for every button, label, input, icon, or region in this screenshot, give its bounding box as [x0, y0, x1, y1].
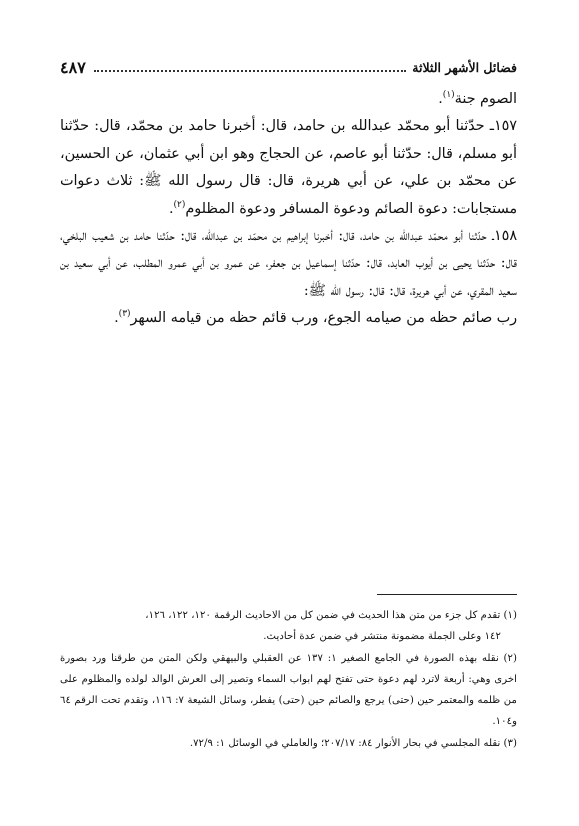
running-title: فضائل الأشهر الثلاثة	[412, 59, 517, 75]
hadith-quote: رب صائم حظه من صيامه الجوع، ورب قائم حظه من قيامه السهر$^{(٣)}$.	[114, 309, 517, 327]
line-text: سعيد المقري، عن أبي هريرة، قال: قال: رسول الله ﷺ:	[303, 282, 517, 299]
line-text: ١٥٧ـ حدّثنا أبو محمّد عبدالله بن حامد، قال: أخبرنا حامد بن محمّد، قال:	[94, 118, 517, 135]
line-text: ١٥٨ـ حدّثنا أبو محمّد عبدالله بن حامد، قال: أخبرنا إبراهيم بن محمّد بن	[233, 228, 518, 245]
line-text: قال: حدّثنا إسماعيل بن جعفر، عن عمرو بن أبي عمرو المطلب، عن أبي سعيد بن	[60, 255, 383, 272]
line-text: دعوات مستجابات: دعوة الصائم ودعوة المسافر ودعوة المظلوم	[60, 173, 517, 217]
line-text: عبدالله، قال: حدّثنا حامد بن شعيب البلخي، قال: حدّثنا يحيى بن أيوب العابد،	[60, 228, 518, 272]
page-number: ٤٨٧	[60, 57, 86, 77]
header-dotted-leader	[94, 70, 407, 72]
footnote-marker: (١)	[442, 90, 455, 101]
footnote-3	[60, 733, 517, 754]
footnotes	[60, 605, 517, 754]
footnote-line: (٣) نقله المجلسي في بحار الأنوار ٨٤: ٢٠٧/١٧؛ والعاملي في الوسائل ١: ٧٢/٩.	[189, 737, 517, 749]
footnote-line: ورد بصورة اخرى وهي: أربعة لاترد لهم دعوة حتى تفتح لهم ابواب السماء وتصير إلى	[60, 652, 517, 685]
line-text: حدّثنا أبو مسلم، قال: حدّثنا أبو عاصم، عن الحجاج وهو ابن أبي عثمان، عن	[60, 118, 517, 162]
footnote-1	[60, 605, 517, 626]
footnote-2	[60, 648, 517, 733]
footnote-1-continued	[60, 626, 517, 647]
line-text: رب صائم حظه من صيامه الجوع، ورب قائم حظه من قيامه السهر	[130, 310, 517, 327]
footnote-line: (٢) نقله بهذه الصورة في الجامع الصغير ١: ١٣٧ عن العقبلي والبيهقي ولكن المتن من طرقنا	[111, 652, 517, 664]
main-text	[60, 86, 517, 333]
line-text: الحسين، عن محمّد بن علي، عن أبي هريرة، قال: قال رسول الله ﷺ: ثلاث	[60, 145, 518, 190]
footnote-line: (حتى) يفطر، وسائل الشيعة ٧: ١١٦، وتقدم تحت الرقم ٦٤ و١٠٤.	[60, 695, 517, 728]
hadith-157: ١٥٧ـ حدّثنا أبو محمّد عبدالله بن حامد، قال: أخبرنا حامد بن محمّد، قال: حدّثنا أبو مسلم، قال: حدّثنا أبو عاصم، عن الحجاج وهو ابن أبي عثمان، عن الحسين، عن محمّد بن علي، عن أبي هريرة، قال: قال رسول الله ﷺ: ثلاث دعوات مستجابات: دعوة الصائم ودعوة المسافر ودعوة المظلوم$^{(٢)}$.	[60, 118, 518, 217]
hadith-158	[60, 223, 517, 305]
text-line: الصوم جنة$^{(١)}$.	[438, 90, 517, 107]
footnote-line: (١) تقدم كل جزء من متن هذا الحديث في ضمن كل من الاحاديث الرقمة ١٢٠، ١٢٢، ١٢٦،	[145, 610, 517, 621]
footnote-marker: (٢)	[173, 199, 186, 210]
footnote-line: ١٤٢ وعلى الجملة مضمونة منتشر في ضمن عدة أحاديث.	[263, 631, 501, 643]
footnote-line: العرش الوالد لولده والمظلوم على من ظلمه والمعتمر حين (حتى) يرجع والصائم حين	[60, 673, 517, 707]
running-header	[60, 56, 517, 78]
footnote-divider	[377, 594, 517, 595]
footnote-marker: (٣)	[118, 309, 131, 320]
line-text: الصوم جنة	[454, 91, 517, 107]
